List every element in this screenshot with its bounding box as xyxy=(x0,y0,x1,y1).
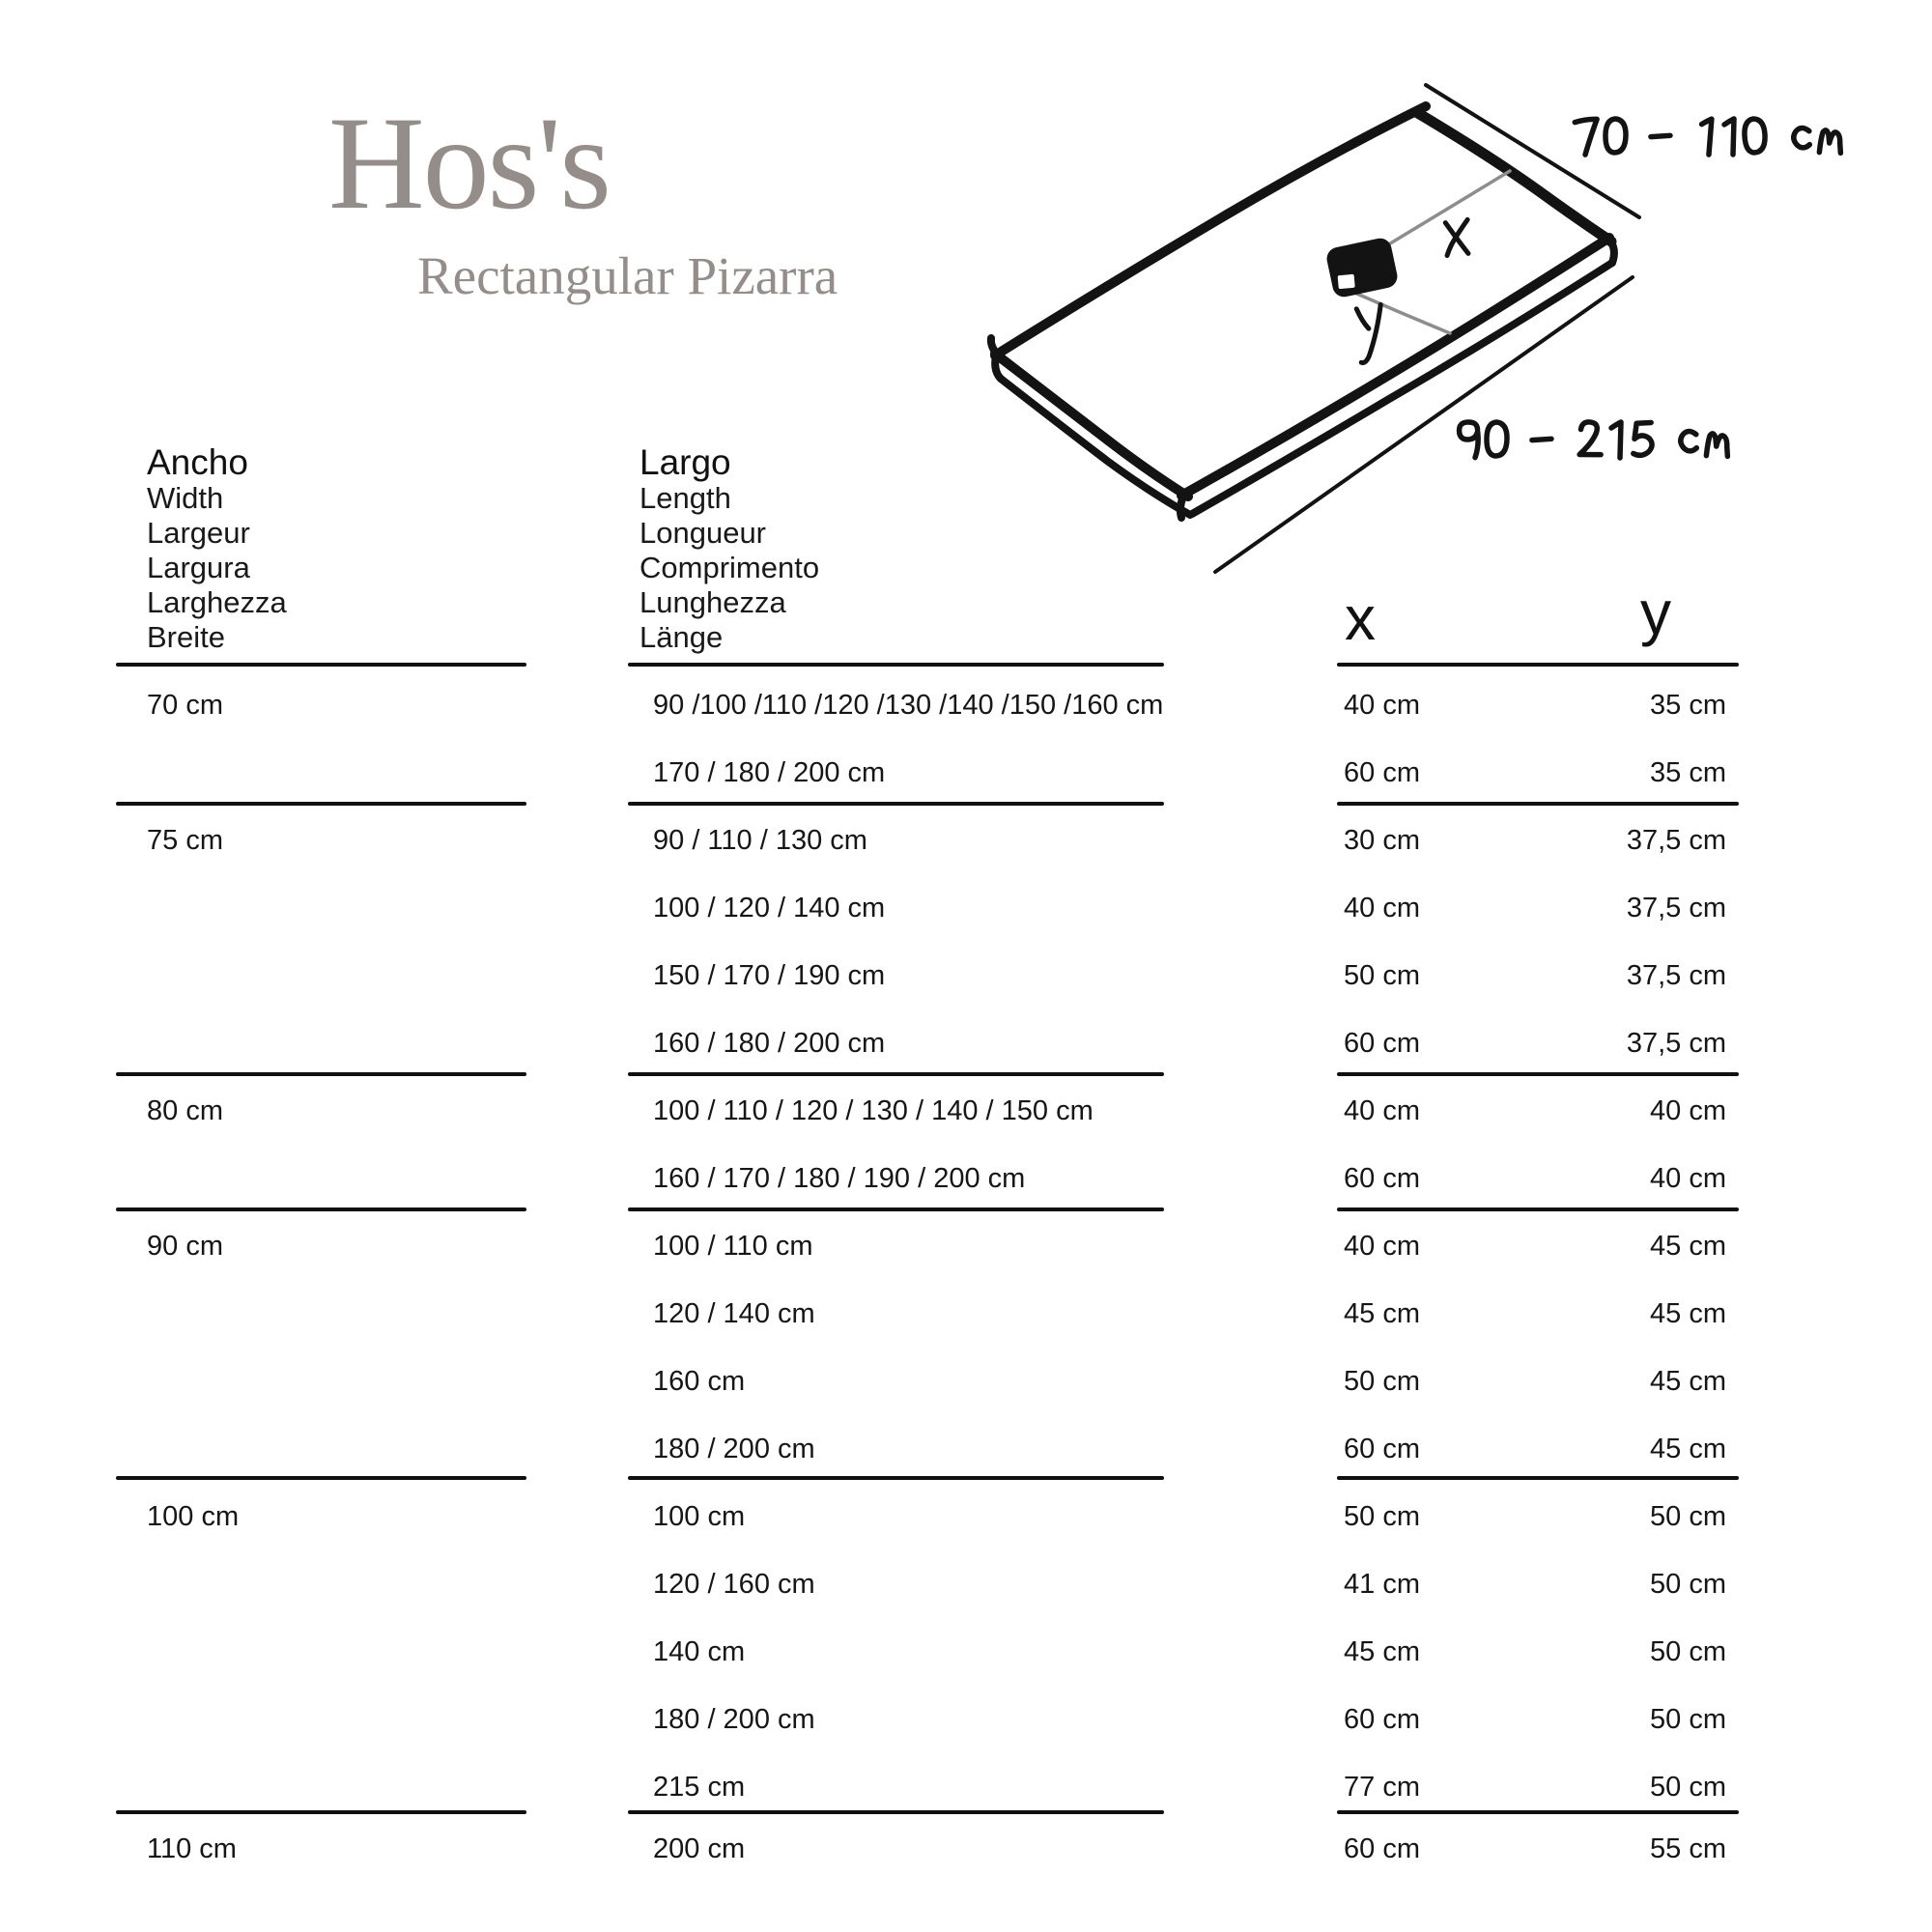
x-column-title: x xyxy=(1345,583,1376,653)
largo-translation-laenge: Länge xyxy=(639,620,724,654)
y-value: 45 cm xyxy=(1650,1366,1726,1397)
largo-value: 180 / 200 cm xyxy=(653,1434,815,1464)
largo-value: 180 / 200 cm xyxy=(653,1704,815,1735)
y-value: 45 cm xyxy=(1650,1298,1726,1329)
x-value: 40 cm xyxy=(1344,1095,1420,1126)
ancho-value: 110 cm xyxy=(147,1833,237,1864)
largo-translation-comprimento: Comprimento xyxy=(639,551,820,584)
ancho-translation-width: Width xyxy=(147,481,224,515)
largo-value: 100 / 110 cm xyxy=(653,1231,813,1262)
ancho-translation-breite: Breite xyxy=(147,620,225,654)
x-value: 60 cm xyxy=(1344,1833,1420,1864)
xy-header-rule xyxy=(1337,663,1739,667)
y-value: 55 cm xyxy=(1650,1833,1726,1864)
largo-header-rule xyxy=(628,663,1164,667)
x-value: 60 cm xyxy=(1344,757,1420,788)
ancho-group-rule-1 xyxy=(116,802,526,806)
y-value: 35 cm xyxy=(1650,690,1726,721)
largo-translation-lunghezza: Lunghezza xyxy=(639,585,786,619)
y-column-title: y xyxy=(1640,578,1671,647)
y-value: 50 cm xyxy=(1650,1772,1726,1803)
ancho-translation-largeur: Largeur xyxy=(147,516,250,550)
y-value: 50 cm xyxy=(1650,1501,1726,1532)
largo-value: 100 / 110 / 120 / 130 / 140 / 150 cm xyxy=(653,1095,1094,1126)
largo-value: 160 cm xyxy=(653,1366,746,1397)
largo-value: 200 cm xyxy=(653,1833,746,1864)
ancho-column-title: Ancho xyxy=(147,442,248,482)
x-value: 41 cm xyxy=(1344,1569,1420,1600)
y-value: 50 cm xyxy=(1650,1636,1726,1667)
largo-value: 150 / 170 / 190 cm xyxy=(653,960,886,991)
largo-value: 120 / 140 cm xyxy=(653,1298,815,1329)
ancho-value: 75 cm xyxy=(147,825,223,856)
ancho-header-rule xyxy=(116,663,526,667)
x-value: 50 cm xyxy=(1344,1501,1420,1532)
ancho-group-rule-4 xyxy=(116,1476,526,1480)
xy-group-rule-3 xyxy=(1337,1208,1739,1211)
y-value: 45 cm xyxy=(1650,1231,1726,1262)
largo-column-title: Largo xyxy=(639,442,731,482)
largo-value: 170 / 180 / 200 cm xyxy=(653,757,886,788)
y-value: 37,5 cm xyxy=(1626,960,1726,991)
xy-group-rule-4 xyxy=(1337,1476,1739,1480)
largo-value: 160 / 170 / 180 / 190 / 200 cm xyxy=(653,1163,1026,1194)
ancho-value: 100 cm xyxy=(147,1501,240,1532)
y-value: 35 cm xyxy=(1650,757,1726,788)
largo-value: 90 /100 /110 /120 /130 /140 /150 /160 cm xyxy=(653,690,1164,721)
largo-value: 90 / 110 / 130 cm xyxy=(653,825,867,856)
x-value: 50 cm xyxy=(1344,1366,1420,1397)
largo-value: 160 / 180 / 200 cm xyxy=(653,1028,886,1059)
ancho-value: 70 cm xyxy=(147,690,223,721)
xy-group-rule-1 xyxy=(1337,802,1739,806)
xy-group-rule-5 xyxy=(1337,1810,1739,1814)
y-value: 50 cm xyxy=(1650,1569,1726,1600)
ancho-translation-largura: Largura xyxy=(147,551,250,584)
x-value: 60 cm xyxy=(1344,1434,1420,1464)
largo-value: 100 / 120 / 140 cm xyxy=(653,893,886,923)
x-value: 77 cm xyxy=(1344,1772,1420,1803)
largo-group-rule-2 xyxy=(628,1072,1164,1076)
ancho-value: 90 cm xyxy=(147,1231,223,1262)
largo-value: 120 / 160 cm xyxy=(653,1569,815,1600)
largo-group-rule-5 xyxy=(628,1810,1164,1814)
x-value: 30 cm xyxy=(1344,825,1420,856)
y-value: 40 cm xyxy=(1650,1095,1726,1126)
x-value: 40 cm xyxy=(1344,1231,1420,1262)
y-value: 37,5 cm xyxy=(1626,1028,1726,1059)
y-value: 45 cm xyxy=(1650,1434,1726,1464)
largo-translation-length: Length xyxy=(639,481,731,515)
y-value: 37,5 cm xyxy=(1626,893,1726,923)
brand-name: Hos's xyxy=(328,89,610,237)
x-value: 60 cm xyxy=(1344,1704,1420,1735)
ancho-group-rule-5 xyxy=(116,1810,526,1814)
x-value: 45 cm xyxy=(1344,1636,1420,1667)
largo-group-rule-3 xyxy=(628,1208,1164,1211)
x-value: 60 cm xyxy=(1344,1028,1420,1059)
largo-value: 100 cm xyxy=(653,1501,746,1532)
largo-group-rule-1 xyxy=(628,802,1164,806)
xy-group-rule-2 xyxy=(1337,1072,1739,1076)
ancho-value: 80 cm xyxy=(147,1095,223,1126)
largo-group-rule-4 xyxy=(628,1476,1164,1480)
y-value: 50 cm xyxy=(1650,1704,1726,1735)
x-value: 40 cm xyxy=(1344,893,1420,923)
largo-value: 215 cm xyxy=(653,1772,746,1803)
brand-subtitle: Rectangular Pizarra xyxy=(417,246,838,305)
ancho-translation-larghezza: Larghezza xyxy=(147,585,287,619)
ancho-group-rule-2 xyxy=(116,1072,526,1076)
largo-translation-longueur: Longueur xyxy=(639,516,767,550)
x-value: 60 cm xyxy=(1344,1163,1420,1194)
largo-value: 140 cm xyxy=(653,1636,746,1667)
x-value: 45 cm xyxy=(1344,1298,1420,1329)
ancho-group-rule-3 xyxy=(116,1208,526,1211)
x-value: 50 cm xyxy=(1344,960,1420,991)
y-value: 40 cm xyxy=(1650,1163,1726,1194)
x-value: 40 cm xyxy=(1344,690,1420,721)
y-value: 37,5 cm xyxy=(1626,825,1726,856)
